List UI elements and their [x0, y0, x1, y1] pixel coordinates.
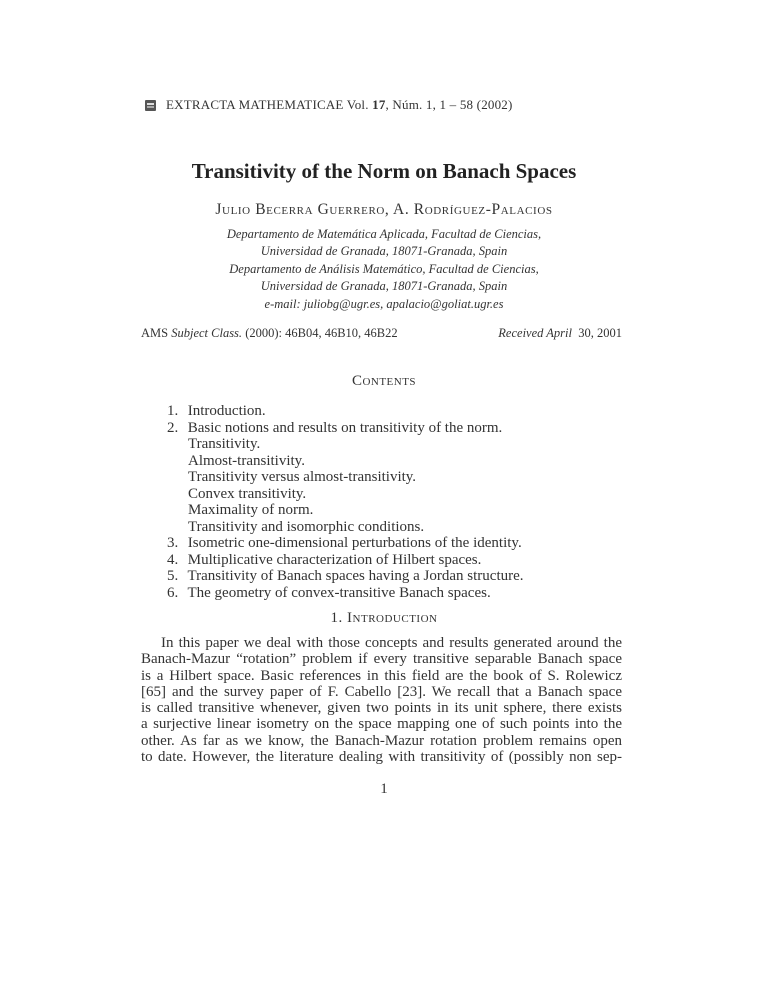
introduction-paragraph	[141, 635, 622, 765]
affiliation-2-line1: Departamento de Análisis Matemático, Facultad de Ciencias,	[229, 262, 539, 276]
paragraph-line: is a Hilbert space. Basic references in this field are the book of S. Rolewicz	[141, 667, 622, 684]
journal-issue: , Núm. 1, 1 – 58 (2002)	[385, 97, 513, 112]
affiliation-1	[0, 226, 768, 260]
toc-item	[167, 420, 524, 437]
paper-title: Transitivity of the Norm on Banach Spaces	[191, 159, 577, 183]
toc-number: 3.	[167, 535, 179, 551]
received-date	[498, 326, 622, 341]
toc-number: 1.	[167, 403, 179, 419]
paragraph-line: In this paper we deal with those concepts and results generated around the	[161, 635, 622, 651]
toc-item	[167, 535, 524, 552]
toc-subitem: Convex transitivity.	[188, 485, 307, 502]
paragraph-line: Banach-Mazur “rotation” problem if every transitive separable Banach space	[141, 651, 622, 668]
paper-authors: Julio Becerra Guerrero, A. Rodríguez-Palacios	[215, 201, 553, 218]
toc-label: Multiplicative characterization of Hilbert spaces.	[187, 551, 482, 568]
ams-value: (2000): 46B04, 46B10, 46B22	[245, 326, 398, 340]
paper-meta	[141, 326, 622, 341]
paragraph-line: [65] and the survey paper of F. Cabello [23]. We recall that a Banach space	[141, 683, 622, 700]
toc-number: 4.	[167, 551, 179, 568]
toc-label: Transitivity of Banach spaces having a Jordan structure.	[187, 568, 524, 584]
toc-subitem: Almost-transitivity.	[188, 452, 305, 469]
paragraph-line: is called transitive whenever, given two points in its unit sphere, there exists	[141, 700, 622, 717]
running-head	[145, 97, 513, 113]
toc-item	[167, 585, 524, 602]
toc-number: 6.	[167, 584, 179, 601]
toc-label: Basic notions and results on transitivity of the norm.	[187, 419, 503, 436]
journal-name: EXTRACTA MATHEMATICAE Vol.	[166, 97, 369, 112]
journal-logo-icon	[145, 100, 156, 111]
affiliation-2	[0, 261, 768, 295]
received-label: Received April	[498, 326, 572, 340]
received-value: 30, 2001	[578, 326, 622, 340]
paragraph-line: a surjective linear isometry on the space mapping one of such points into the	[141, 716, 622, 733]
contents-heading: Contents	[351, 373, 417, 389]
toc-label: Isometric one-dimensional perturbations of the identity.	[187, 535, 522, 551]
section-heading-introduction: 1. Introduction	[330, 610, 438, 626]
page-number: 1	[380, 781, 388, 797]
toc-subitem: Transitivity.	[188, 436, 261, 452]
affiliation-2-line2: Universidad de Granada, 18071-Granada, Spain	[260, 279, 508, 293]
toc-label: Introduction.	[187, 403, 266, 419]
toc-subitem: Maximality of norm.	[188, 502, 314, 518]
paragraph-line: to date. However, the literature dealing with transitivity of (possibly non sep-	[141, 749, 622, 766]
toc-subitem: Transitivity and isomorphic conditions.	[188, 518, 425, 535]
ams-label: Subject Class.	[171, 326, 243, 340]
toc-number: 5.	[167, 568, 179, 584]
toc-number: 2.	[167, 419, 179, 436]
toc-item	[167, 403, 524, 420]
affiliation-1-line1: Departamento de Matemática Aplicada, Facultad de Ciencias,	[226, 227, 542, 241]
table-of-contents	[167, 403, 524, 601]
ams-subject-class	[141, 326, 398, 341]
ams-prefix: AMS	[141, 326, 169, 340]
toc-subitem: Transitivity versus almost-transitivity.	[188, 469, 417, 485]
affiliation-1-line2: Universidad de Granada, 18071-Granada, Spain	[260, 244, 508, 258]
toc-item	[167, 568, 524, 585]
toc-label: The geometry of convex-transitive Banach spaces.	[187, 584, 491, 601]
toc-item	[167, 552, 524, 569]
journal-volume: 17	[372, 97, 386, 112]
author-email: e-mail: juliobg@ugr.es, apalacio@goliat.ugr.es	[264, 297, 504, 311]
paragraph-line: other. As far as we know, the Banach-Mazur rotation problem remains open	[141, 732, 622, 749]
